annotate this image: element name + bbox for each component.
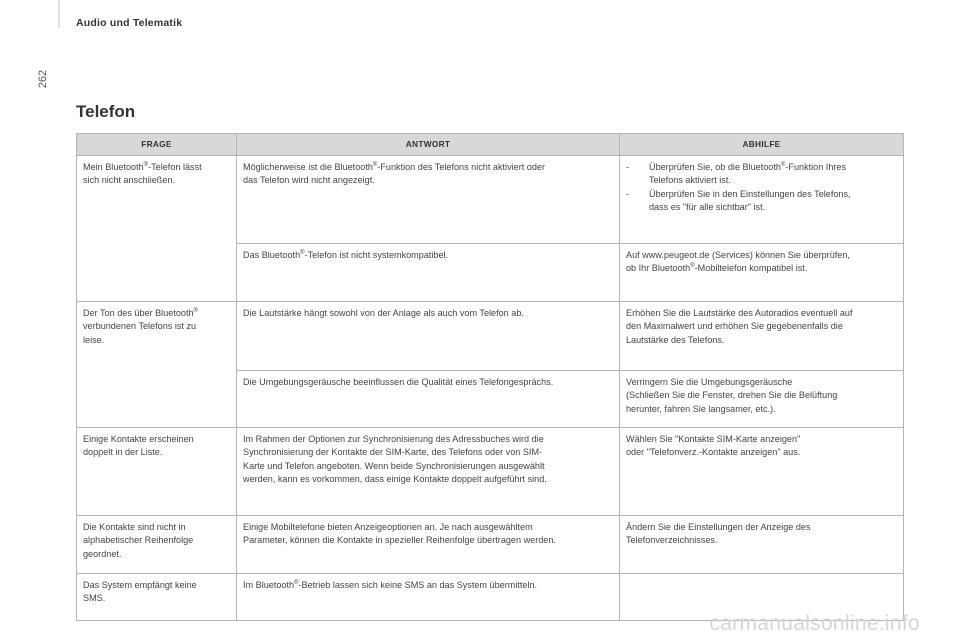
cell-line: Einige Kontakte erscheinen [83,434,194,444]
cell-line: Wählen Sie "Kontakte SIM-Karte anzeigen" [626,434,801,444]
remedy-cell [620,428,904,516]
remedy-cell [620,244,904,302]
cell-line: Lautstärke des Telefons. [626,334,725,345]
cell-line: Verringern Sie die Umgebungsgeräusche [626,377,793,387]
cell-line: Die Umgebungsgeräusche beeinflussen die Qualität eines Telefongesprächs. [243,377,554,387]
list-dash: - [626,188,630,199]
cell-line: Karte und Telefon angeboten. Wenn beide Synchronisierungen ausgewählt [243,460,545,471]
column-header-abhilfe: ABHILFE [620,134,904,156]
cell-line: leise. [83,334,105,345]
column-header-antwort: ANTWORT [237,134,620,156]
cell-line: sich nicht anschließen. [83,175,175,186]
cell-line: ob Ihr Bluetooth®-Mobiltelefon kompatibel ist. [626,263,808,274]
cell-line: Auf www.peugeot.de (Services) können Sie überprüfen, [626,250,850,260]
remedy-cell [620,516,904,574]
cell-line: geordnet. [83,548,122,559]
remedy-cell [620,302,904,371]
question-cell [77,574,237,621]
cell-line: herunter, fahren Sie langsamer, etc.). [626,403,776,414]
table-row [77,428,904,516]
cell-line: Mein Bluetooth®-Telefon lässt [83,161,202,172]
answer-cell [237,428,620,516]
cell-line: dass es "für alle sichtbar" ist. [649,202,766,213]
cell-line: Das System empfängt keine [83,580,197,590]
cell-line: Synchronisierung der Kontakte der SIM-Karte, des Telefons oder von SIM- [243,447,543,458]
cell-line: den Maximalwert und erhöhen Sie gegebenenfalls die [626,321,843,332]
answer-cell [237,574,620,621]
list-dash: - [626,162,630,172]
column-header-frage: FRAGE [77,134,237,156]
remedy-list-item [626,188,897,215]
cell-line: werden, kann es vorkommen, dass einige Kontakte doppelt aufgeführt sind. [243,474,547,485]
watermark: carmanualsonline.info [709,612,920,635]
cell-line: Telefonverzeichnisses. [626,535,718,546]
cell-line: Im Rahmen der Optionen zur Synchronisierung des Adressbuches wird die [243,434,544,444]
cell-line: Parameter, können die Kontakte in spezieller Reihenfolge übertragen werden. [243,535,556,546]
cell-line: Die Lautstärke hängt sowohl von der Anlage als auch vom Telefon ab. [243,308,524,318]
cell-line: Die Kontakte sind nicht in [83,522,186,532]
cell-line: das Telefon wird nicht angezeigt. [243,175,375,186]
section-title: Telefon [76,102,136,121]
answer-cell [237,156,620,244]
question-cell [77,156,237,302]
cell-line: alphabetischer Reihenfolge [83,535,194,546]
question-cell [77,302,237,428]
answer-cell [237,516,620,574]
cell-line: Der Ton des über Bluetooth® [83,307,198,318]
cell-line: SMS. [83,593,106,604]
cell-line: Überprüfen Sie in den Einstellungen des Telefons, [649,188,851,199]
cell-line: Erhöhen Sie die Lautstärke des Autoradios eventuell auf [626,308,853,318]
cell-line: Überprüfen Sie, ob die Bluetooth®-Funktion Ihres [649,161,847,172]
cell-line: doppelt in der Liste. [83,447,163,458]
answer-cell [237,302,620,371]
cell-line: Möglicherweise ist die Bluetooth®-Funktion des Telefons nicht aktiviert oder [243,161,545,172]
cell-line: Das Bluetooth®-Telefon ist nicht systemkompatibel. [243,249,449,260]
table-row [77,302,904,371]
troubleshooting-table [76,133,904,621]
cell-line: Einige Mobiltelefone bieten Anzeigeoptionen an. Je nach ausgewähltem [243,522,533,532]
table-header-row [77,134,904,156]
cell-line: (Schließen Sie die Fenster, drehen Sie die Belüftung [626,390,838,401]
table-row [77,516,904,574]
table-row [77,156,904,244]
cell-line: Ändern Sie die Einstellungen der Anzeige des [626,522,811,532]
cell-line: Telefons aktiviert ist. [649,175,731,186]
running-header: Audio und Telematik [76,17,183,29]
page-number: 262 [37,69,49,89]
question-cell [77,516,237,574]
cell-line: oder "Telefonverz.-Kontakte anzeigen" aus. [626,447,801,458]
remedy-cell [620,156,904,244]
cell-line: Im Bluetooth®-Betrieb lassen sich keine SMS an das System übermitteln. [243,579,538,590]
remedy-list-item [626,161,897,188]
answer-cell [237,371,620,428]
remedy-cell [620,371,904,428]
answer-cell [237,244,620,302]
margin-rule [58,0,60,28]
question-cell [77,428,237,516]
cell-line: verbundenen Telefons ist zu [83,321,197,332]
